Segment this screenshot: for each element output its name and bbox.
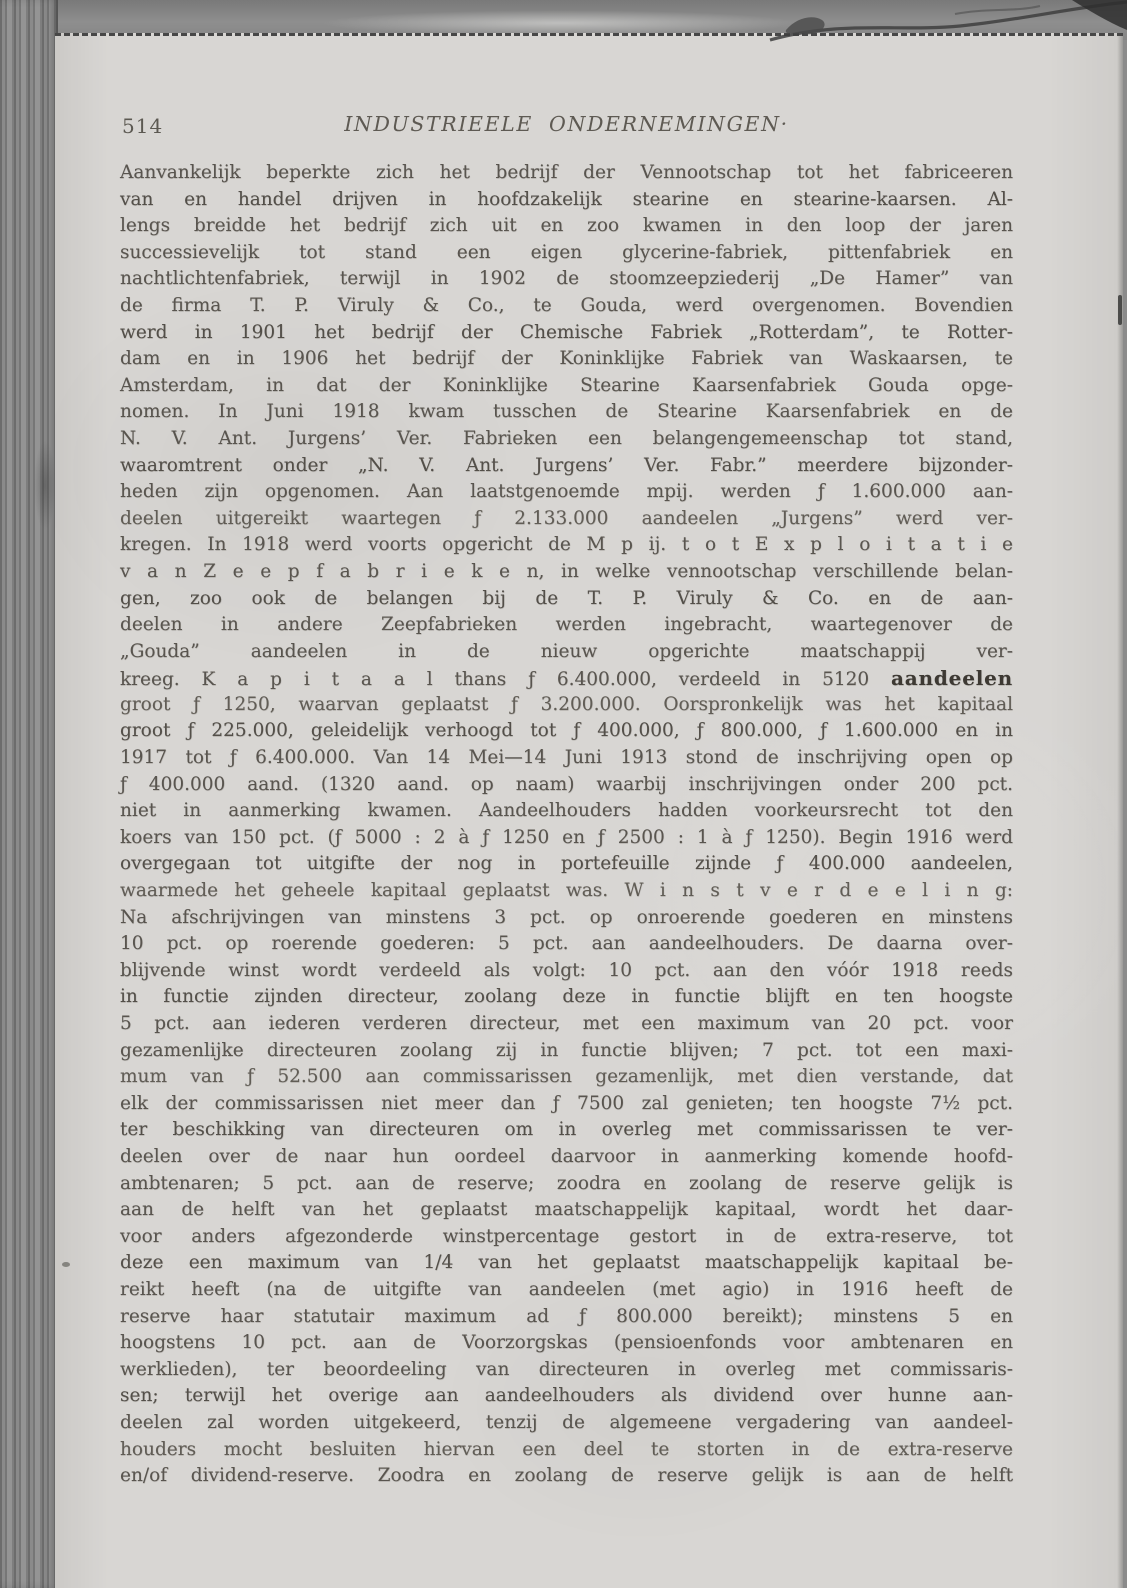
body-line: waaromtrent onder „N. V. Ant. Jurgens’ Ver. Fabr.” meerdere bijzonder- xyxy=(120,454,1013,476)
body-line: nachtlichtenfabriek, terwijl in 1902 de stoomzeepziederij „De Hamer” van xyxy=(120,268,1013,290)
body-line: kregen. In 1918 werd voorts opgericht de M p ij. t o t E x p l o i t a t i e xyxy=(120,534,1013,556)
body-line: deelen zal worden uitgekeerd, tenzij de algemeene vergadering van aandeel- xyxy=(120,1411,1013,1433)
body-line: mum van ƒ 52.500 aan commissarissen gezamenlijk, met dien verstande, dat xyxy=(120,1066,1013,1088)
body-line: aan de helft van het geplaatst maatschappelijk kapitaal, wordt het daar- xyxy=(120,1199,1013,1221)
body-line: niet in aanmerking kwamen. Aandeelhouders hadden voorkeursrecht tot den xyxy=(120,800,1013,822)
body-line: nomen. In Juni 1918 kwam tusschen de Stearine Kaarsenfabriek en de xyxy=(120,401,1013,423)
ink-speck-left-margin xyxy=(62,1262,70,1267)
body-line: „Gouda” aandeelen in de nieuw opgerichte maatschappij ver- xyxy=(120,640,1013,662)
body-line: heden zijn opgenomen. Aan laatstgenoemde mpij. werden ƒ 1.600.000 aan- xyxy=(120,481,1013,503)
body-line: overgegaan tot uitgifte der nog in portefeuille zijnde ƒ 400.000 aandeelen, xyxy=(120,853,1013,875)
page-right-edge-shadow xyxy=(1117,36,1123,1588)
body-line: koers van 150 pct. (ƒ 5000 : 2 à ƒ 1250 en ƒ 2500 : 1 à ƒ 1250). Begin 1916 werd xyxy=(120,826,1013,848)
page-number: 514 xyxy=(122,114,164,138)
body-line: deze een maximum van 1/4 van het geplaatst maatschappelijk kapitaal be- xyxy=(120,1252,1013,1274)
body-line: hoogstens 10 pct. aan de Voorzorgskas (pensioenfonds voor ambtenaren en xyxy=(120,1332,1013,1354)
body-line: in functie zijnden directeur, zoolang deze in functie blijft en ten hoogste xyxy=(120,986,1013,1008)
body-line: houders mocht besluiten hiervan een deel te storten in de extra-reserve xyxy=(120,1438,1013,1460)
scan-artifact-top-right xyxy=(0,0,1127,70)
body-line: gen, zoo ook de belangen bij de T. P. Viruly & Co. en de aan- xyxy=(120,587,1013,609)
body-text xyxy=(120,160,1013,1490)
body-line: deelen uitgereikt waartegen ƒ 2.133.000 aandeelen „Jurgens” werd ver- xyxy=(120,507,1013,529)
spine-smudge-artifact xyxy=(34,440,56,530)
body-line: de firma T. P. Viruly & Co., te Gouda, werd overgenomen. Bovendien xyxy=(120,294,1013,316)
page-header xyxy=(120,112,1013,142)
body-line: ter beschikking van directeuren om in overleg met commissarissen te ver- xyxy=(120,1119,1013,1141)
body-line: elk der commissarissen niet meer dan ƒ 7500 zal genieten; ten hoogste 7½ pct. xyxy=(120,1092,1013,1114)
book-page xyxy=(55,33,1123,1588)
body-line: deelen over de naar hun oordeel daarvoor in aanmerking komende hoofd- xyxy=(120,1145,1013,1167)
body-line: ambtenaren; 5 pct. aan de reserve; zoodra en zoolang de reserve gelijk is xyxy=(120,1172,1013,1194)
body-line: 5 pct. aan iederen verderen directeur, met een maximum van 20 pct. voor xyxy=(120,1013,1013,1034)
body-line: N. V. Ant. Jurgens’ Ver. Fabrieken een belangengemeenschap tot stand, xyxy=(120,427,1013,449)
body-line: groot ƒ 225.000, geleidelijk verhoogd tot ƒ 400.000, ƒ 800.000, ƒ 1.600.000 en in xyxy=(120,720,1013,742)
body-line: dam en in 1906 het bedrijf der Koninklijke Fabriek van Waskaarsen, te xyxy=(120,348,1013,370)
body-line: werd in 1901 het bedrijf der Chemische Fabriek „Rotterdam”, te Rotter- xyxy=(120,321,1013,343)
body-line: 10 pct. op roerende goederen: 5 pct. aan aandeelhouders. De daarna over- xyxy=(120,933,1013,955)
body-line: sen; terwijl het overige aan aandeelhouders als dividend over hunne aan- xyxy=(120,1385,1013,1407)
body-line: successievelijk tot stand een eigen glycerine-fabriek, pittenfabriek en xyxy=(120,241,1013,263)
body-line: Na afschrijvingen van minstens 3 pct. op onroerende goederen en minstens xyxy=(120,906,1013,928)
ink-speck-right-edge xyxy=(1118,295,1122,325)
body-line: blijvende winst wordt verdeeld als volgt: 10 pct. aan den vóór 1918 reeds xyxy=(120,959,1013,981)
body-line: werklieden), ter beoordeeling van directeuren in overleg met commissaris- xyxy=(120,1358,1013,1380)
body-line: ƒ 400.000 aand. (1320 aand. op naam) waarbij inschrijvingen onder 200 pct. xyxy=(120,773,1013,795)
body-line: en/of dividend-reserve. Zoodra en zoolang de reserve gelijk is aan de helft xyxy=(120,1465,1013,1487)
body-line: waarmede het geheele kapitaal geplaatst was. W i n s t v e r d e e l i n g: xyxy=(120,880,1013,902)
body-line: 1917 tot ƒ 6.400.000. Van 14 Mei—14 Juni 1913 stond de inschrijving open op xyxy=(120,747,1013,769)
body-line: reikt heeft (na de uitgifte van aandeelen (met agio) in 1916 heeft de xyxy=(120,1278,1013,1300)
body-line: v a n Z e e p f a b r i e k e n, in welke vennootschap verschillende belan- xyxy=(120,560,1013,582)
body-line: groot ƒ 1250, waarvan geplaatst ƒ 3.200.000. Oorspronkelijk was het kapitaal xyxy=(120,693,1013,715)
running-title: INDUSTRIEELE ONDERNEMINGEN· xyxy=(344,112,789,136)
body-line: Amsterdam, in dat der Koninklijke Stearine Kaarsenfabriek Gouda opge- xyxy=(120,374,1013,396)
body-line: kreeg. K a p i t a a l thans ƒ 6.400.000, verdeeld in 5120 aandeelen xyxy=(120,666,1013,691)
bold-emphasis-word: aandeelen xyxy=(891,666,1013,691)
body-line: reserve haar statutair maximum ad ƒ 800.000 bereikt); minstens 5 en xyxy=(120,1305,1013,1327)
body-line: lengs breidde het bedrijf zich uit en zoo kwamen in den loop der jaren xyxy=(120,215,1013,237)
body-line: voor anders afgezonderde winstpercentage gestort in de extra-reserve, tot xyxy=(120,1225,1013,1247)
body-line: van en handel drijven in hoofdzakelijk stearine en stearine-kaarsen. Al- xyxy=(120,188,1013,210)
body-line: Aanvankelijk beperkte zich het bedrijf der Vennootschap tot het fabriceeren xyxy=(120,162,1013,183)
book-spine-page-edges xyxy=(0,0,58,1588)
body-line: deelen in andere Zeepfabrieken werden ingebracht, waartegenover de xyxy=(120,614,1013,636)
body-line: gezamenlijke directeuren zoolang zij in functie blijven; 7 pct. tot een maxi- xyxy=(120,1039,1013,1061)
